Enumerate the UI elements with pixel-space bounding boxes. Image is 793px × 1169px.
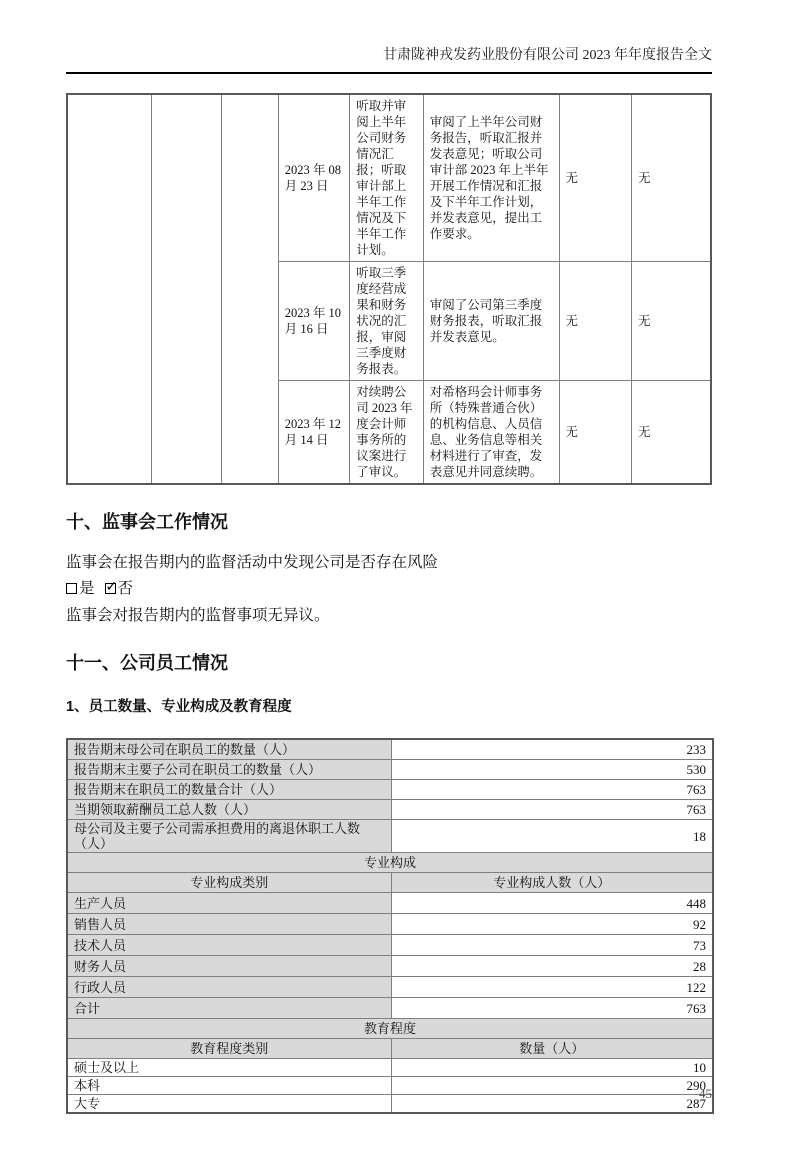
education-label-cell: 大专 (67, 1095, 391, 1114)
table-row (67, 1077, 713, 1095)
stat-value-cell: 18 (391, 820, 713, 853)
empty-merged-cell (222, 94, 278, 484)
meeting-objection-cell: 无 (559, 262, 631, 381)
table-row (67, 820, 713, 853)
meeting-opinion-cell: 对希格玛会计师事务所（特殊普通合伙）的机构信息、人员信息、业务信息等相关材料进行了审查，发表意见并同意续聘。 (423, 381, 559, 485)
stat-label-cell: 报告期末母公司在职员工的数量（人） (67, 739, 391, 760)
meeting-other-cell: 无 (631, 262, 711, 381)
table-column-header-row (67, 873, 713, 893)
table-row (67, 780, 713, 800)
stat-label-cell: 母公司及主要子公司需承担费用的离退休职工人数（人） (67, 820, 391, 853)
meeting-other-cell: 无 (631, 381, 711, 485)
stat-value-cell: 763 (391, 800, 713, 820)
profession-value-cell: 28 (391, 956, 713, 977)
education-category-header: 教育程度类别 (67, 1039, 391, 1059)
table-row (67, 977, 713, 998)
table-row (67, 893, 713, 914)
education-value-cell: 287 (391, 1095, 713, 1114)
profession-label-cell: 行政人员 (67, 977, 391, 998)
profession-label-cell: 生产人员 (67, 893, 391, 914)
table-section-header-row (67, 1019, 713, 1039)
education-section-title: 教育程度 (67, 1019, 713, 1039)
page-content (66, 47, 712, 1114)
meeting-date-cell: 2023 年 10 月 16 日 (278, 262, 349, 381)
empty-merged-cell (67, 94, 152, 484)
education-value-cell: 290 (391, 1077, 713, 1095)
education-label-cell: 硕士及以上 (67, 1059, 391, 1077)
table-row (67, 914, 713, 935)
meeting-other-cell: 无 (631, 94, 711, 262)
stat-value-cell: 530 (391, 760, 713, 780)
education-label-cell: 本科 (67, 1077, 391, 1095)
risk-answer-line (66, 579, 712, 599)
table-row (67, 1059, 713, 1077)
stat-label-cell: 报告期末在职员工的数量合计（人） (67, 780, 391, 800)
table-column-header-row (67, 1039, 713, 1059)
stat-label-cell: 当期领取薪酬员工总人数（人） (67, 800, 391, 820)
option-no (105, 580, 134, 597)
section-heading-employees: 十一、公司员工情况 (66, 653, 228, 673)
education-count-header: 数量（人） (391, 1039, 713, 1059)
meeting-date-cell: 2023 年 08 月 23 日 (278, 94, 349, 262)
profession-value-cell: 448 (391, 893, 713, 914)
supervisory-meetings-table (66, 93, 712, 485)
meeting-opinion-cell: 审阅了公司第三季度财务报表，听取汇报并发表意见。 (423, 262, 559, 381)
check-mark-icon: ✓ (105, 579, 118, 595)
meeting-objection-cell: 无 (559, 381, 631, 485)
stat-value-cell: 233 (391, 739, 713, 760)
profession-total-label-cell: 合计 (67, 998, 391, 1019)
profession-label-cell: 技术人员 (67, 935, 391, 956)
meeting-content-cell: 听取三季度经营成果和财务状况的汇报，审阅三季度财务报表。 (350, 262, 423, 381)
report-header-title: 甘肃陇神戎发药业股份有限公司 2023 年年度报告全文 (66, 47, 712, 74)
profession-value-cell: 92 (391, 914, 713, 935)
table-row (67, 739, 713, 760)
stat-value-cell: 763 (391, 780, 713, 800)
profession-count-header: 专业构成人数（人） (391, 873, 713, 893)
supervisory-conclusion-text: 监事会对报告期内的监督事项无异议。 (66, 607, 330, 624)
profession-value-cell: 73 (391, 935, 713, 956)
section-heading-supervisory-board: 十、监事会工作情况 (66, 512, 228, 532)
table-row (67, 760, 713, 780)
meeting-objection-cell: 无 (559, 94, 631, 262)
table-row (67, 800, 713, 820)
checkbox-checked-icon (105, 579, 118, 595)
meeting-content-cell: 对续聘公司 2023 年度会计师事务所的议案进行了审议。 (350, 381, 423, 485)
education-value-cell: 10 (391, 1059, 713, 1077)
option-yes (66, 580, 95, 597)
profession-value-cell: 122 (391, 977, 713, 998)
meeting-date-cell: 2023 年 12 月 14 日 (278, 381, 349, 485)
empty-merged-cell (152, 94, 222, 484)
table-row (67, 935, 713, 956)
option-no-label: 否 (117, 580, 134, 597)
option-yes-label: 是 (79, 580, 95, 597)
profession-total-value-cell: 763 (391, 998, 713, 1019)
employee-statistics-table (66, 738, 714, 1114)
subsection-heading-employee-numbers: 1、员工数量、专业构成及教育程度 (66, 699, 292, 715)
table-row (67, 1095, 713, 1114)
table-row (67, 956, 713, 977)
profession-category-header: 专业构成类别 (67, 873, 391, 893)
table-row (67, 94, 711, 262)
checkbox-unchecked-icon (66, 583, 77, 594)
risk-question-text: 监事会在报告期内的监督活动中发现公司是否存在风险 (66, 554, 439, 571)
meeting-content-cell: 听取并审阅上半年公司财务情况汇报；听取审计部上半年工作情况及下半年工作计划。 (350, 94, 423, 262)
stat-label-cell: 报告期末主要子公司在职员工的数量（人） (67, 760, 391, 780)
meeting-opinion-cell: 审阅了上半年公司财务报告，听取汇报并发表意见；听取公司审计部 2023 年上半年开展工作情况和汇报及下半年工作计划，并发表意见，提出工作要求。 (423, 94, 559, 262)
profession-label-cell: 财务人员 (67, 956, 391, 977)
table-row (67, 998, 713, 1019)
table-section-header-row (67, 853, 713, 873)
page-number: 45 (699, 1086, 712, 1101)
profession-section-title: 专业构成 (67, 853, 713, 873)
profession-label-cell: 销售人员 (67, 914, 391, 935)
